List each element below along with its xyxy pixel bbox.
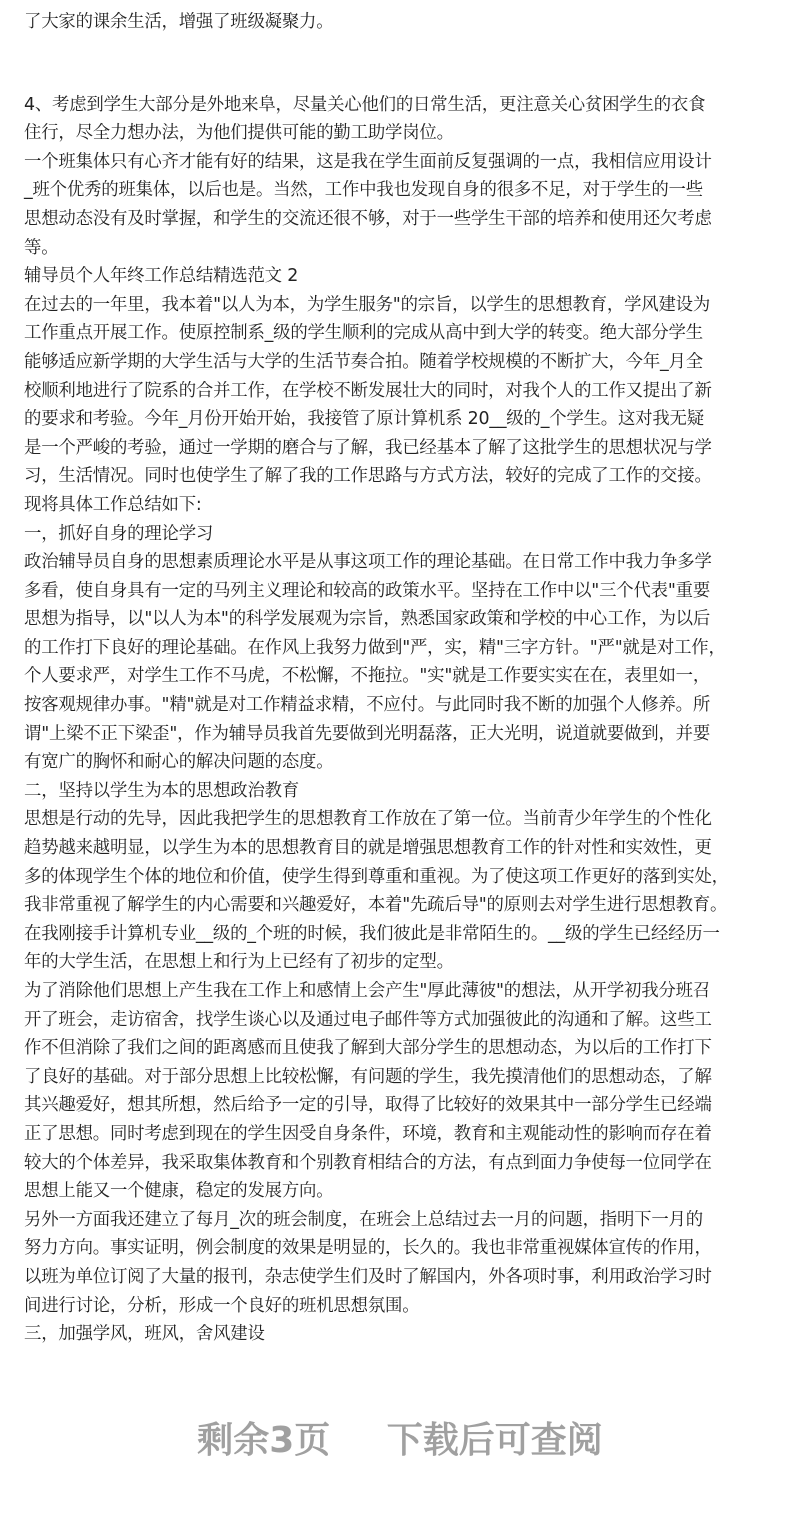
text-line: 思想动态没有及时掌握，和学生的交流还很不够，对于一些学生干部的培养和使用还欠考虑 xyxy=(24,208,712,229)
text-line: 其兴趣爱好，想其所想，然后给予一定的引导，取得了比较好的效果其中一部分学生已经端 xyxy=(24,1095,712,1116)
text-line: 我非常重视了解学生的内心需要和兴趣爱好，本着"先疏后导"的原则去对学生进行思想教育。 xyxy=(24,895,728,916)
text-line: 了良好的基础。对于部分思想上比较松懈，有问题的学生，我先摸清他们的思想动态，了解 xyxy=(24,1066,712,1087)
text-line: 个人要求严，对学生工作不马虎，不松懈，不拖拉。"实"就是工作要实实在在，表里如一， xyxy=(24,666,711,687)
text-line: 住行，尽全力想办法，为他们提供可能的勤工助学岗位。 xyxy=(24,123,454,144)
intro-text xyxy=(24,8,794,37)
text-line: 是一个严峻的考验，通过一学期的磨合与了解，我已经基本了解了这批学生的思想状况与学 xyxy=(24,437,712,458)
text-line: 作不但消除了我们之间的距离感而且使我了解到大部分学生的思想动态，为以后的工作打下 xyxy=(24,1038,712,1059)
text-line: 一个班集体只有心齐才能有好的结果，这是我在学生面前反复强调的一点，我相信应用设计 xyxy=(24,151,712,172)
text-line: 了大家的课余生活，增强了班级凝聚力。 xyxy=(24,12,334,32)
text-line: 思想是行动的先导，因此我把学生的思想教育工作放在了第一位。当前青少年学生的个性化 xyxy=(24,809,712,830)
remaining-pages-label: 剩余3页 xyxy=(197,1420,331,1461)
text-line: 谓"上梁不正下梁歪"，作为辅导员我首先要做到光明磊落，正大光明，说道就要做到，并要 xyxy=(24,723,711,744)
text-line: 思想为指导，以"以人为本"的科学发展观为宗旨，熟悉国家政策和学校的中心工作，为以后 xyxy=(24,609,711,630)
text-line: 在我刚接手计算机专业__级的_个班的时候，我们彼此是非常陌生的。__级的学生已经经历一 xyxy=(24,923,720,944)
text-line: 开了班会，走访宿舍，找学生谈心以及通过电子邮件等方式加强彼此的沟通和了解。这些工 xyxy=(24,1009,712,1030)
text-line: 等。 xyxy=(24,237,59,258)
text-line: 的要求和考验。今年_月份开始开始，我接管了原计算机系 20__级的_个学生。这对我无疑 xyxy=(24,409,704,430)
text-line: 多看，使自身具有一定的马列主义理论和较高的政策水平。坚持在工作中以"三个代表"重要 xyxy=(24,580,711,601)
text-line: 另外一方面我还建立了每月_次的班会制度，在班会上总结过去一月的问题，指明下一月的 xyxy=(24,1209,703,1230)
text-line: 为了消除他们思想上产生我在工作上和感情上会产生"厚此薄彼"的想法，从开学初我分班召 xyxy=(24,981,711,1001)
paragraph-gap xyxy=(24,37,794,91)
text-line: 政治辅导员自身的思想素质理论水平是从事这项工作的理论基础。在日常工作中我力争多学 xyxy=(24,552,712,573)
text-line: 以班为单位订阅了大量的报刊，杂志使学生们及时了解国内，外各项时事，利用政治学习时 xyxy=(24,1266,712,1287)
text-line: 正了思想。同时考虑到现在的学生因受自身条件，环境，教育和主观能动性的影响而存在着 xyxy=(24,1123,712,1144)
text-line: 有宽广的胸怀和耐心的解决问题的态度。 xyxy=(24,752,334,773)
text-line: 习，生活情况。同时也使学生了解了我的工作思路与方式方法，较好的完成了工作的交接。 xyxy=(24,466,712,487)
text-line: 努力方向。事实证明，例会制度的效果是明显的，长久的。我也非常重视媒体宣传的作用， xyxy=(24,1238,712,1259)
document-body xyxy=(24,8,794,1349)
text-line: 思想上能又一个健康，稳定的发展方向。 xyxy=(24,1181,334,1202)
text-line: 辅导员个人年终工作总结精选范文 2 xyxy=(24,266,299,287)
text-line: 校顺利地进行了院系的合并工作，在学校不断发展壮大的同时，对我个人的工作又提出了新 xyxy=(24,380,712,401)
download-hint-label: 下载后可查阅 xyxy=(386,1420,603,1461)
text-line: 年的大学生活，在思想上和行为上已经有了初步的定型。 xyxy=(24,952,454,973)
text-line: 三，加强学风，班风，舍风建设 xyxy=(24,1324,265,1345)
text-line: 一，抓好自身的理论学习 xyxy=(24,523,214,544)
text-line: 二，坚持以学生为本的思想政治教育 xyxy=(24,780,300,801)
text-line: 较大的个体差异，我采取集体教育和个别教育相结合的方法，有点到面力争使每一位同学在 xyxy=(24,1152,712,1173)
text-line: 间进行讨论，分析，形成一个良好的班机思想氛围。 xyxy=(24,1295,420,1316)
text-line: 趋势越来越明显，以学生为本的思想教育目的就是增强思想教育工作的针对性和实效性，更 xyxy=(24,838,712,859)
text-line: 工作重点开展工作。使原控制系_级的学生顺利的完成从高中到大学的转变。绝大部分学生 xyxy=(24,323,703,344)
download-prompt[interactable] xyxy=(0,1412,800,1463)
text-line: 的工作打下良好的理论基础。在作风上我努力做到"严，实，精"三字方针。"严"就是对工作， xyxy=(24,637,726,658)
text-line: 4、考虑到学生大部分是外地来阜，尽量关心他们的日常生活，更注意关心贫困学生的衣食 xyxy=(24,94,706,115)
text-line: 能够适应新学期的大学生活与大学的生活节奏合拍。随着学校规模的不断扩大，今年_月全 xyxy=(24,351,703,372)
text-line: 多的体现学生个体的地位和价值，使学生得到尊重和重视。为了使这项工作更好的落到实处， xyxy=(24,866,729,887)
text-line: _班个优秀的班集体，以后也是。当然，工作中我也发现自身的很多不足，对于学生的一些 xyxy=(24,180,703,201)
text-line: 现将具体工作总结如下: xyxy=(24,494,202,515)
main-text xyxy=(24,91,794,1349)
text-line: 在过去的一年里，我本着"以人为本，为学生服务"的宗旨，以学生的思想教育，学风建设为 xyxy=(24,294,711,315)
text-line: 按客观规律办事。"精"就是对工作精益求精，不应付。与此同时我不断的加强个人修养。所 xyxy=(24,695,711,716)
